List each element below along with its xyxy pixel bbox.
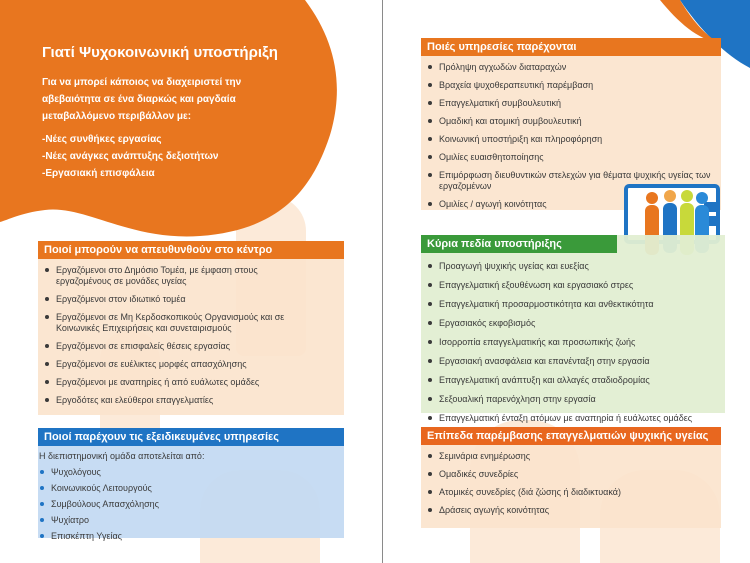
list-item: Σεξουαλική παρενόχληση στην εργασία <box>421 394 725 405</box>
list-item: Ομαδική και ατομική συμβουλευτική <box>421 116 721 127</box>
who-can-apply-list <box>38 259 344 406</box>
list-item: Επαγγελματική προσαρμοστικότητα και ανθεκτικότητα <box>421 299 725 310</box>
panel-title: Ποιές υπηρεσίες παρέχονται <box>421 38 721 56</box>
providers-panel <box>38 428 344 541</box>
list-item: Εργαζόμενοι σε Μη Κερδοσκοπικούς Οργανισμούς και σε Κοινωνικές Επιχειρήσεις και συνεταιρισμούς <box>38 312 344 334</box>
list-item: Εργοδότες και ελεύθεροι επαγγελματίες <box>38 395 344 406</box>
hero-section <box>42 44 342 182</box>
list-item: Επαγγελματική εξουθένωση και εργασιακό στρες <box>421 280 725 291</box>
list-item: Πρόληψη αγχωδών διαταραχών <box>421 62 721 73</box>
panel-title: Ποιοί παρέχουν τις εξειδικευμένες υπηρεσίες <box>38 428 344 446</box>
list-item: Συμβούλους Απασχόλησης <box>39 499 344 510</box>
support-fields-list <box>421 253 725 424</box>
list-item: Εργαζόμενοι σε επισφαλείς θέσεις εργασίας <box>38 341 344 352</box>
list-item: Ψυχολόγους <box>39 467 344 478</box>
panel-title: Επίπεδα παρέμβασης επαγγελματιών ψυχικής υγείας <box>421 427 721 445</box>
list-item: Βραχεία ψυχοθεραπευτική παρέμβαση <box>421 80 721 91</box>
list-item: Ατομικές συνεδρίες (διά ζώσης ή διαδικτυακά) <box>421 487 721 498</box>
list-item: Εργαζόμενοι σε ευέλικτες μορφές απασχόλησης <box>38 359 344 370</box>
list-item: Ομιλίες ευαισθητοποίησης <box>421 152 721 163</box>
list-item: Σεμινάρια ενημέρωσης <box>421 451 721 462</box>
list-item: Επαγγελματική ανάπτυξη και αλλαγές σταδιοδρομίας <box>421 375 725 386</box>
intervention-levels-panel <box>421 427 721 528</box>
support-fields-panel <box>421 235 725 423</box>
hero-bullet: -Νέες ανάγκες ανάπτυξης δεξιοτήτων <box>42 151 219 162</box>
list-item: Εργασιακή ανασφάλεια και επανένταξη στην εργασία <box>421 356 725 367</box>
fold-line <box>382 0 383 563</box>
providers-note: Η διεπιστημονική ομάδα αποτελείται από: <box>39 451 205 461</box>
list-item: Ψυχίατρο <box>39 515 344 526</box>
list-item: Κοινωνική υποστήριξη και πληροφόρηση <box>421 134 721 145</box>
list-item: Επαγγελματική συμβουλευτική <box>421 98 721 109</box>
list-item: Εργαζόμενοι στο Δημόσιο Τομέα, με έμφαση στους εργαζομένους σε μονάδες υγείας <box>38 265 344 287</box>
panel-title: Κύρια πεδία υποστήριξης <box>421 235 617 253</box>
list-item: Προαγωγή ψυχικής υγείας και ευεξίας <box>421 261 725 272</box>
providers-list <box>39 462 344 542</box>
list-item: Δράσεις αγωγής κοινότητας <box>421 505 721 516</box>
who-can-apply-panel <box>38 241 344 415</box>
list-item: Επισκέπτη Υγείας <box>39 531 344 542</box>
hero-intro: Για να μπορεί κάποιος να διαχειριστεί την αβεβαιότητα σε ένα διαρκώς και ραγδαία μεταβαλλόμενο περιβάλλον με: <box>42 77 242 122</box>
list-item: Ομιλίες / αγωγή κοινότητας <box>421 199 721 210</box>
hero-bullet: -Εργασιακή επισφάλεια <box>42 168 155 179</box>
hero-title: Γιατί Ψυχοκοινωνική υποστήριξη <box>42 44 278 61</box>
list-item: Εργασιακός εκφοβισμός <box>421 318 725 329</box>
list-item: Ισορροπία επαγγελματικής και προσωπικής ζωής <box>421 337 725 348</box>
list-item: Κοινωνικούς Λειτουργούς <box>39 483 344 494</box>
list-item: Εργαζόμενοι με αναπηρίες ή από ευάλωτες ομάδες <box>38 377 344 388</box>
list-item: Επαγγελματική ένταξη ατόμων με αναπηρία ή ευάλωτες ομάδες <box>421 413 725 424</box>
intervention-levels-list <box>421 445 721 516</box>
list-item: Ομαδικές συνεδρίες <box>421 469 721 480</box>
list-item: Εργαζόμενοι στον ιδιωτικό τομέα <box>38 294 344 305</box>
hero-bullet: -Νέες συνθήκες εργασίας <box>42 134 162 145</box>
list-item: Επιμόρφωση διευθυντικών στελεχών για θέματα ψυχικής υγείας των εργαζομένων <box>421 170 721 192</box>
panel-title: Ποιοί μπορούν να απευθυνθούν στο κέντρο <box>38 241 344 259</box>
